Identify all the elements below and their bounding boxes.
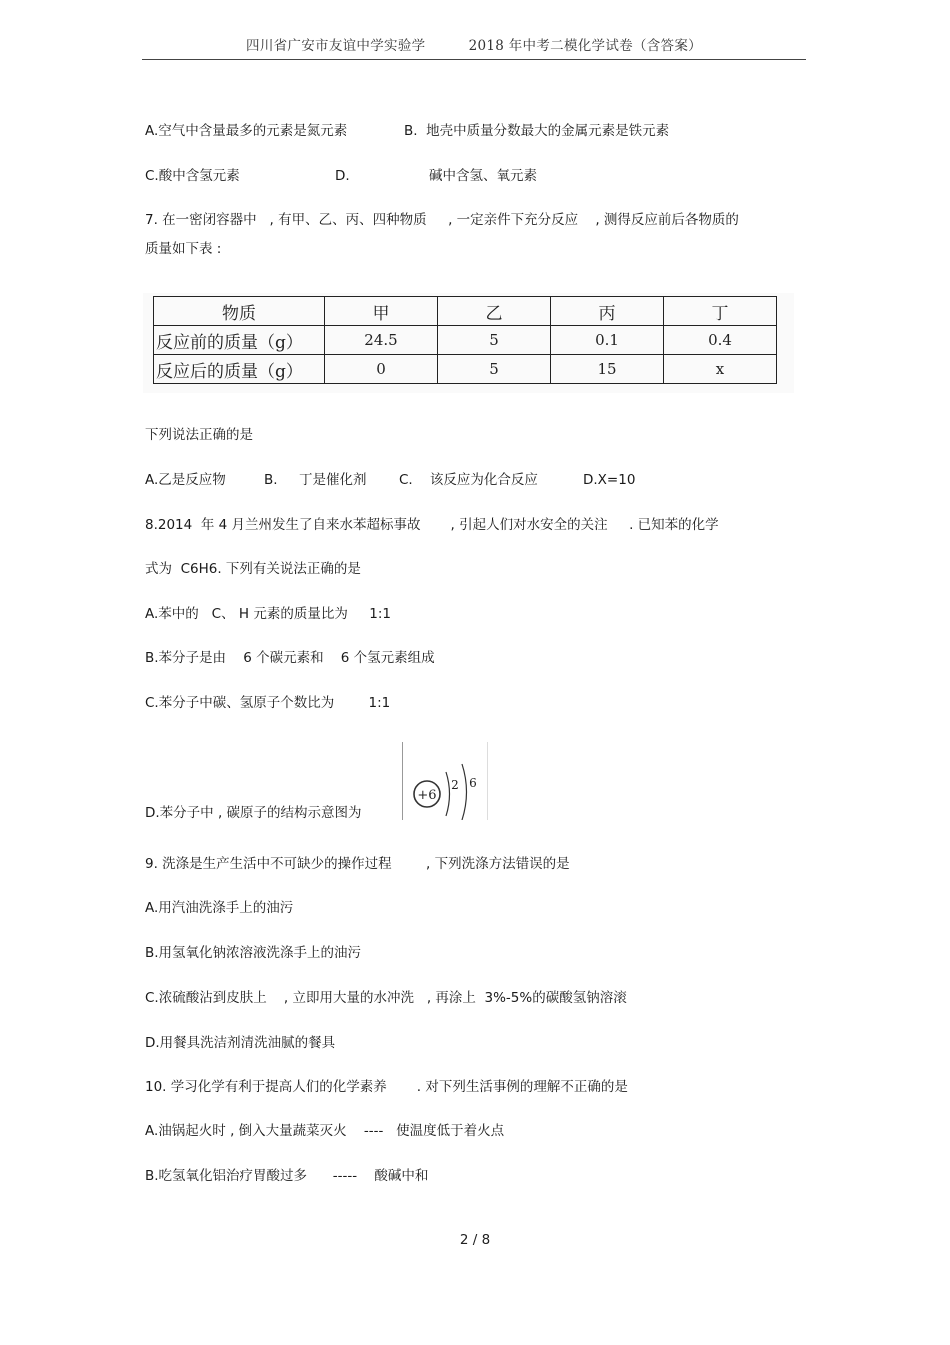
nucleus-charge: +6: [417, 788, 437, 803]
q7-mass-table-image: [143, 293, 794, 393]
page-number: 2 / 8: [459, 1232, 491, 1248]
table-cell: 5: [438, 355, 551, 384]
electron-shell-arc: [446, 772, 450, 816]
table-header-row: [154, 297, 777, 326]
q7-options-row: [145, 471, 785, 489]
table-header-cell: 丙: [551, 297, 664, 326]
header-title-left: 四川省广安市友谊中学实验学: [246, 38, 426, 54]
q8-option-c: C.苯分子中碳、氢原子个数比为 1:1: [145, 695, 391, 711]
atom-diagram-svg: [403, 742, 487, 820]
table-row-label: 反应前的质量（g）: [154, 326, 325, 355]
table-header-cell: 丁: [664, 297, 777, 326]
q8-option-d: D.苯分子中 , 碳原子的结构示意图为: [145, 805, 362, 821]
shell-electrons-first: 2: [451, 778, 459, 792]
q7-option-d: D.X=10: [583, 472, 636, 488]
header-title-right: 2018 年中考二模化学试卷（含答案）: [468, 38, 702, 54]
table-row: [154, 355, 777, 384]
q6-row-cd: [145, 167, 785, 185]
q9-option-c: C.浓硫酸沾到皮肤上 , 立即用大量的水冲洗 , 再涂上 3%-5%的碳酸氢钠溶滚: [145, 990, 627, 1006]
q7-option-a: A.乙是反应物: [145, 472, 226, 488]
header-divider: [142, 59, 806, 60]
q7-option-b: B. 丁是催化剂: [264, 472, 367, 488]
table-cell: 15: [551, 355, 664, 384]
page-header: [142, 34, 806, 54]
table-cell: 0.1: [551, 326, 664, 355]
q7-stem-line1: 7. 在一密闭容器中 , 有甲、乙、丙、四种物质 , 一定亲件下充分反应 , 测得反应前后各物质的: [145, 212, 739, 228]
table-cell: x: [664, 355, 777, 384]
q7-stem-line2: 质量如下表 :: [145, 241, 222, 257]
q8-option-b: B.苯分子是由 6 个碳元素和 6 个氢元素组成: [145, 650, 435, 666]
q9-option-b: B.用氢氧化钠浓溶液洗涤手上的油污: [145, 945, 362, 961]
q6-option-b: B. 地壳中质量分数最大的金属元素是铁元素: [404, 123, 670, 139]
table-cell: 5: [438, 326, 551, 355]
q7-mass-table: [153, 296, 777, 384]
table-header-cell: 乙: [438, 297, 551, 326]
shell-electrons-second: 6: [469, 776, 477, 790]
q8-stem-line2: 式为 C6H6. 下列有关说法正确的是: [145, 561, 361, 577]
q10-option-b: B.吃氢氧化铝治疗胃酸过多 ----- 酸碱中和: [145, 1168, 429, 1184]
q8-stem-line1: 8.2014 年 4 月兰州发生了自来水苯超标事故 , 引起人们对水安全的关注 . 已知苯的化学: [145, 517, 719, 533]
q7-option-c: C. 该反应为化合反应: [399, 472, 538, 488]
carbon-atom-structure-diagram: [402, 742, 488, 820]
table-header-cell: 甲: [325, 297, 438, 326]
table-cell: 0: [325, 355, 438, 384]
q9-option-a: A.用汽油洗涤手上的油污: [145, 900, 294, 916]
table-cell: 0.4: [664, 326, 777, 355]
q10-stem: 10. 学习化学有利于提高人们的化学素养 . 对下列生活事例的理解不正确的是: [145, 1079, 628, 1095]
table-row-label: 反应后的质量（g）: [154, 355, 325, 384]
q7-prompt: 下列说法正确的是: [145, 427, 253, 443]
q9-stem: 9. 洗涤是生产生活中不可缺少的操作过程 , 下列洗涤方法错误的是: [145, 856, 570, 872]
table-header-cell: 物质: [154, 297, 325, 326]
q9-option-d: D.用餐具洗洁剂清洗油腻的餐具: [145, 1035, 336, 1051]
table-row: [154, 326, 777, 355]
q6-option-d: 碱中含氢、氧元素: [429, 168, 537, 184]
q6-row-ab: [145, 122, 785, 140]
q10-option-a: A.油锅起火时 , 倒入大量蔬菜灭火 ---- 使温度低于着火点: [145, 1123, 505, 1139]
q8-option-a: A.苯中的 C、 H 元素的质量比为 1:1: [145, 606, 392, 622]
table-cell: 24.5: [325, 326, 438, 355]
electron-shell-arc: [462, 764, 467, 820]
q6-option-d-letter: D.: [335, 168, 350, 184]
q6-option-a: A.空气中含量最多的元素是氮元素: [145, 123, 348, 139]
q6-option-c: C.酸中含氢元素: [145, 168, 240, 184]
